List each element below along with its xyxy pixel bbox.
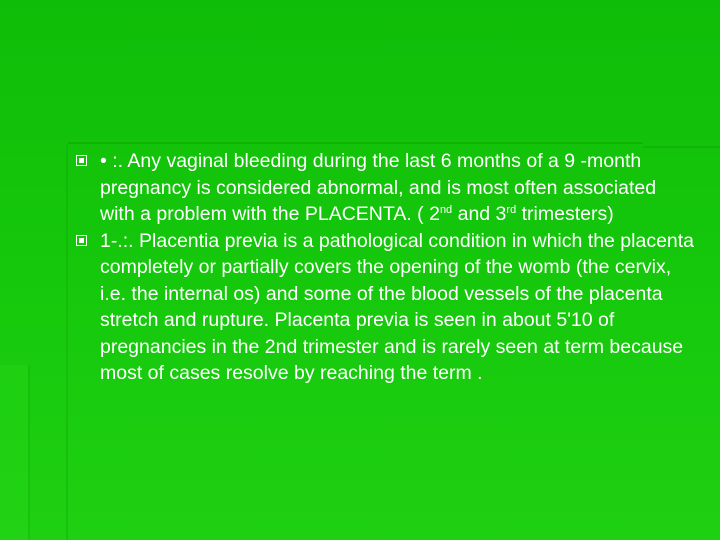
decorative-top-line — [68, 142, 643, 144]
bullet-text-part1: • :. Any vaginal bleeding during the last 6 months of a 9 -month pregnancy is considered abnormal, and is most often associated with a problem with the PLACENTA. ( 2 — [100, 150, 657, 225]
bullet-item-1 — [76, 148, 696, 228]
ordinal-suffix-nd: nd — [439, 204, 453, 216]
decorative-block — [0, 365, 28, 540]
bullet-text-part2: and 3 — [452, 203, 507, 225]
square-bullet-icon — [76, 235, 87, 246]
bullet-text: 1-.:. Placentia previa is a pathological condition in which the placenta completely or partially covers the opening of the womb (the cervix, i.e. the internal os) and some of the blood vessels of the placenta stretch and rupture. Placenta previa is seen in about 5'10 of pregnancies in the 2nd trimester and is rarely seen at term because most of cases resolve by reaching the term . — [100, 229, 695, 384]
square-bullet-icon — [76, 155, 87, 166]
ordinal-suffix-rd: rd — [506, 204, 517, 216]
decorative-left-line — [66, 145, 68, 540]
bullet-text-part3: trimesters) — [516, 203, 614, 225]
decorative-left-line-outer — [28, 365, 30, 540]
bullet-item-2 — [76, 228, 696, 387]
slide-body — [76, 148, 696, 387]
